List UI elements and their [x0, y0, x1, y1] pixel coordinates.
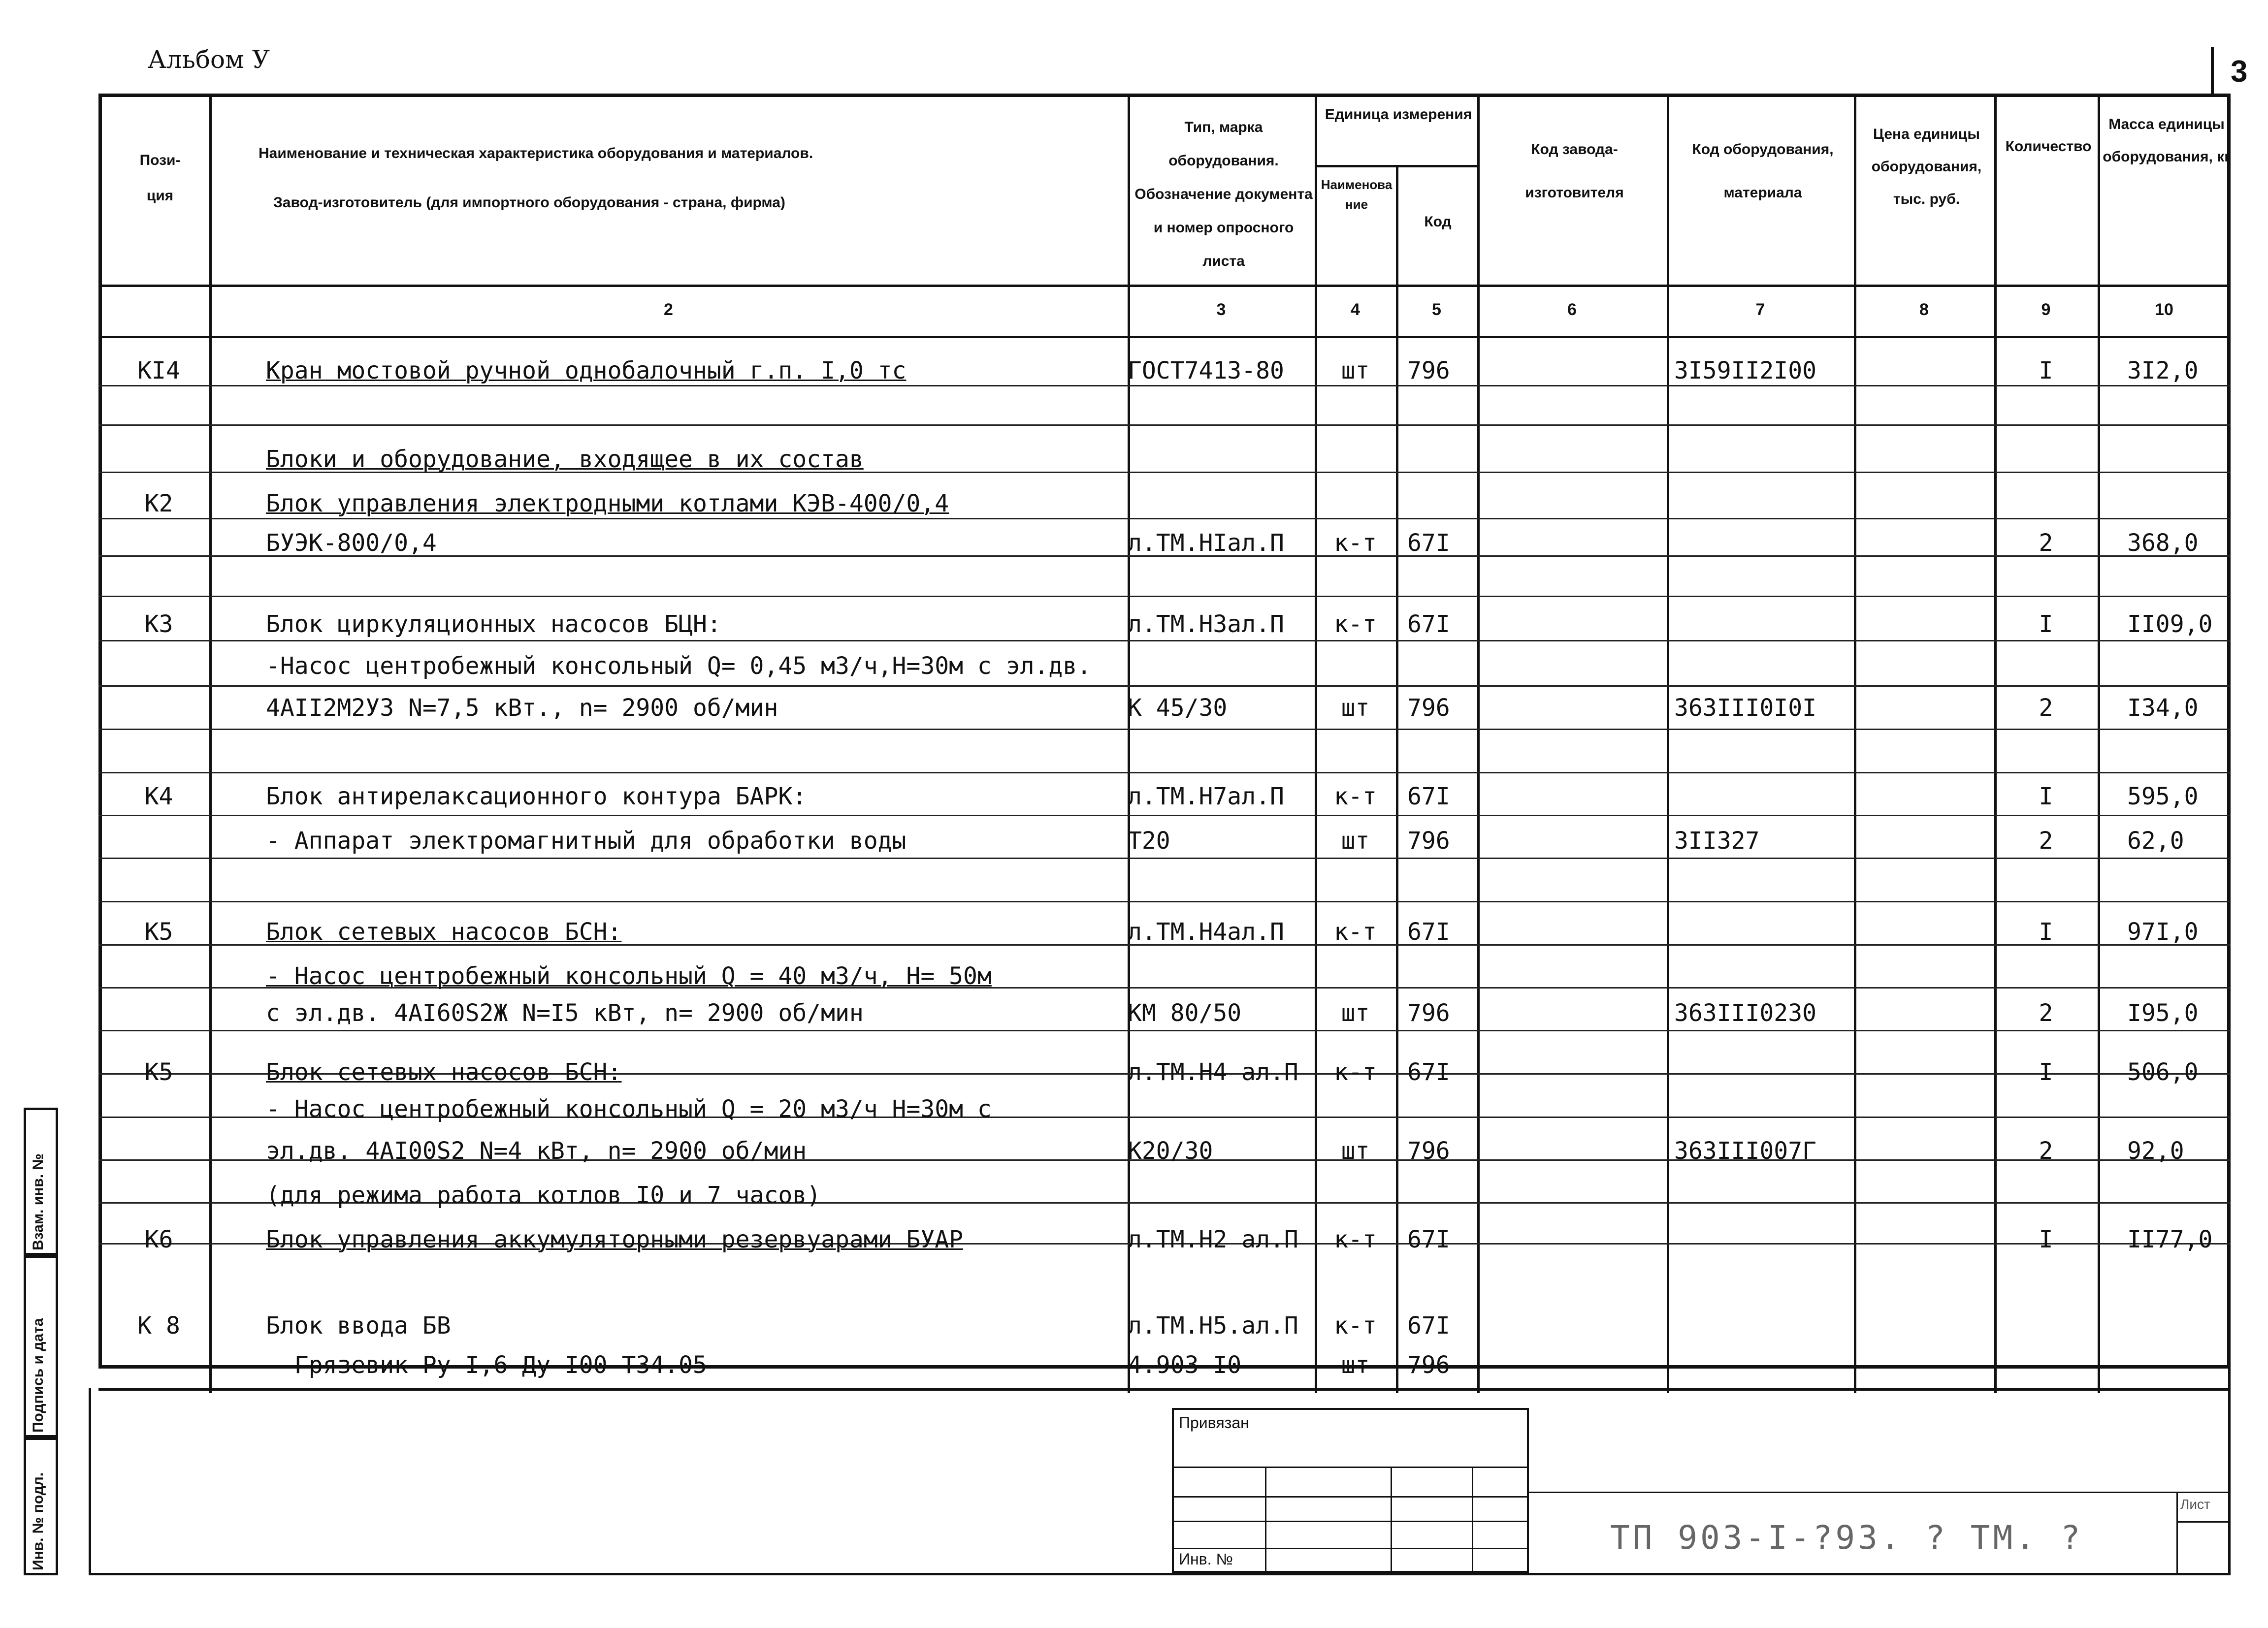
row-cell-unit: шт [1341, 1137, 1370, 1165]
header-price: Цена единицы оборудования, тыс. руб. [1871, 126, 1982, 207]
row-cell-eq-code: 363III007Г [1674, 1137, 1816, 1165]
row-cell-mass: II77,0 [2127, 1226, 2213, 1253]
row-cell-mass: 3I2,0 [2127, 357, 2199, 384]
row-cell-unit: шт [1341, 357, 1370, 384]
header-unit-name: Наименование [1321, 177, 1393, 212]
row-cell-unit: к-т [1334, 783, 1377, 810]
column-number: 5 [1432, 300, 1441, 319]
row-cell-name: Кран мостовой ручной однобалочный г.п. I,0 тс [266, 357, 907, 384]
row-cell-code: 67I [1407, 610, 1450, 638]
row-cell-unit: к-т [1334, 529, 1377, 557]
page-mark [2211, 47, 2214, 94]
row-cell-qty: I [2039, 610, 2053, 638]
row-cell-code: 796 [1407, 827, 1450, 855]
header-name-line2: Завод-изготовитель (для импортного оборудования - страна, фирма) [273, 194, 785, 211]
row-cell-mass: II09,0 [2127, 610, 2213, 638]
row-cell-qty: I [2039, 783, 2053, 810]
album-label: Альбом У [148, 45, 270, 74]
column-number: 4 [1351, 300, 1360, 319]
row-cell-mass: 92,0 [2127, 1137, 2184, 1165]
row-cell-mass: 506,0 [2127, 1058, 2199, 1086]
row-cell-name: - Грязевик Ру I,6 Ду I00 Т34.05 [266, 1351, 707, 1379]
row-cell-qty: I [2039, 918, 2053, 946]
row-cell-type: Т20 [1128, 827, 1170, 855]
row-cell-unit: шт [1341, 827, 1370, 855]
col-divider [1477, 94, 1480, 1393]
row-cell-type: л.ТМ.НIал.П [1128, 529, 1284, 557]
col-divider [1396, 165, 1398, 1393]
row-cell-eq-code: 3I59II2I00 [1674, 357, 1816, 384]
row-cell-code: 796 [1407, 357, 1450, 384]
row-cell-unit: шт [1341, 694, 1370, 722]
row-cell-eq-code: 363III0230 [1674, 999, 1816, 1027]
header-unit-code: Код [1424, 214, 1452, 230]
col-divider [1667, 94, 1669, 1393]
row-cell-name: Блок управления электродными котлами КЭВ-400/0,4 [266, 490, 949, 517]
row-cell-code: 796 [1407, 1351, 1450, 1379]
row-cell-unit: шт [1341, 999, 1370, 1027]
row-cell-type: л.ТМ.Н3ал.П [1128, 610, 1284, 638]
row-cell-code: 67I [1407, 1058, 1450, 1086]
side-box-signature [24, 1255, 58, 1437]
row-cell-qty: I [2039, 1226, 2053, 1253]
header-divider [1315, 165, 1477, 167]
stamp-linked-label: Привязан [1179, 1414, 1249, 1432]
row-cell-pos: К6 [144, 1226, 173, 1253]
row-cell-name: Блок сетевых насосов БСН: [266, 918, 622, 946]
row-cell-type: л.ТМ.Н7ал.П [1128, 783, 1284, 810]
col-divider [1128, 94, 1130, 1393]
header-divider [98, 285, 2231, 287]
row-cell-type: л.ТМ.Н4 ал.П [1128, 1058, 1298, 1086]
row-cell-code: 67I [1407, 918, 1450, 946]
row-cell-code: 796 [1407, 1137, 1450, 1165]
header-name-line1: Наименование и техническая характеристика оборудования и материалов. [259, 145, 813, 161]
header-factory-code: Код завода-изготовителя [1525, 141, 1624, 201]
header-quantity: Количество [2005, 138, 2092, 155]
row-cell-pos: К2 [144, 490, 173, 517]
row-cell-name: БУЭК-800/0,4 [266, 529, 437, 557]
row-cell-mass: I95,0 [2127, 999, 2199, 1027]
sheet-label: Лист [2180, 1497, 2210, 1512]
stamp-linked [1172, 1408, 1529, 1573]
header-divider [98, 336, 2231, 338]
stamp-inv-label: Инв. № [1179, 1550, 1233, 1568]
header-position: Пози- ция [139, 152, 181, 204]
row-cell-qty: I [2039, 357, 2053, 384]
row-cell-qty: 2 [2039, 999, 2053, 1027]
row-cell-code: 67I [1407, 1226, 1450, 1253]
row-cell-name: - Насос центробежный консольный Q = 20 м3/ч Н=30м с [266, 1095, 992, 1123]
row-cell-name: Блок антирелаксационного контура БАРК: [266, 783, 807, 810]
row-cell-qty: I [2039, 1058, 2053, 1086]
header-mass: Масса единицы оборудования, кг [2103, 116, 2231, 165]
row-cell-unit: к-т [1334, 1058, 1377, 1086]
row-cell-name: Блок ввода БВ [266, 1312, 451, 1340]
row-cell-qty: 2 [2039, 1137, 2053, 1165]
row-cell-qty: 2 [2039, 529, 2053, 557]
column-number: 2 [664, 300, 673, 319]
row-cell-type: ГОСТ7413-80 [1128, 357, 1284, 384]
document-code: ТП 903-I-?93. ? ТМ. ? [1610, 1519, 2083, 1557]
row-cell-pos: К 8 [137, 1312, 180, 1340]
row-cell-type: л.ТМ.Н5.ал.П [1128, 1312, 1298, 1340]
column-number: 3 [1216, 300, 1226, 319]
row-cell-type: 4.903-I0 [1128, 1351, 1242, 1379]
row-cell-unit: шт [1341, 1351, 1370, 1379]
header-type: Тип, марка оборудования. Обозначение документа и номер опросного листа [1134, 119, 1313, 269]
header-unit: Единица измерения [1325, 106, 1472, 123]
row-cell-name: - Аппарат электромагнитный для обработки воды [266, 827, 907, 855]
row-cell-qty: 2 [2039, 694, 2053, 722]
row-cell-name: Блок циркуляционных насосов БЦН: [266, 610, 721, 638]
row-cell-unit: к-т [1334, 1226, 1377, 1253]
row-cell-name: с эл.дв. 4АI60S2Ж N=I5 кВт, n= 2900 об/мин [266, 999, 864, 1027]
row-cell-unit: к-т [1334, 610, 1377, 638]
row-cell-name: - Насос центробежный консольный Q = 40 м3/ч, Н= 50м [266, 962, 992, 990]
row-cell-type: К 45/30 [1128, 694, 1228, 722]
header-equipment-code: Код оборудования, материала [1692, 141, 1834, 201]
row-cell-unit: к-т [1334, 918, 1377, 946]
row-cell-name: Блок управления аккумуляторными резервуарами БУАР [266, 1226, 964, 1253]
col-divider [2098, 94, 2100, 1393]
row-cell-name: Блоки и оборудование, входящее в их состав [266, 446, 864, 473]
row-cell-name: -Насос центробежный консольный Q= 0,45 м3/ч,Н=30м с эл.дв. [266, 652, 1092, 680]
row-cell-name: (для режима работа котлов I0 и 7 часов) [266, 1181, 821, 1209]
col-divider [209, 94, 212, 1393]
side-box-replace-inv [24, 1108, 58, 1255]
side-label: Подпись и дата [30, 1318, 46, 1433]
column-number: 6 [1567, 300, 1577, 319]
row-cell-qty: 2 [2039, 827, 2053, 855]
row-cell-name: Блок сетевых насосов БСН: [266, 1058, 622, 1086]
row-cell-eq-code: 363III0I0I [1674, 694, 1816, 722]
row-cell-type: К20/30 [1128, 1137, 1213, 1165]
column-number: 10 [2155, 300, 2173, 319]
row-cell-name: 4АII2М2У3 N=7,5 кВт., n= 2900 об/мин [266, 694, 778, 722]
column-number: 8 [1919, 300, 1929, 319]
col-divider [1994, 94, 1997, 1393]
row-cell-code: 796 [1407, 999, 1450, 1027]
row-cell-pos: КI4 [137, 357, 180, 384]
row-cell-code: 67I [1407, 1312, 1450, 1340]
col-divider [1315, 94, 1317, 1393]
row-cell-type: л.ТМ.Н4ал.П [1128, 918, 1284, 946]
row-cell-unit: к-т [1334, 1312, 1377, 1340]
row-cell-name: эл.дв. 4АI00S2 N=4 кВт, n= 2900 об/мин [266, 1137, 807, 1165]
row-cell-mass: 62,0 [2127, 827, 2184, 855]
row-cell-eq-code: 3II327 [1674, 827, 1760, 855]
row-cell-mass: 368,0 [2127, 529, 2199, 557]
row-cell-pos: К5 [144, 1058, 173, 1086]
row-cell-mass: 595,0 [2127, 783, 2199, 810]
row-cell-type: л.ТМ.Н2 ал.П [1128, 1226, 1298, 1253]
col-divider [1854, 94, 1856, 1393]
column-number: 7 [1755, 300, 1765, 319]
row-cell-code: 67I [1407, 783, 1450, 810]
row-cell-mass: 97I,0 [2127, 918, 2199, 946]
side-label: Взам. инв. № [30, 1153, 46, 1250]
row-cell-pos: К5 [144, 918, 173, 946]
row-cell-code: 796 [1407, 694, 1450, 722]
row-cell-type: КМ 80/50 [1128, 999, 1242, 1027]
row-cell-pos: К4 [144, 783, 173, 810]
row-cell-code: 67I [1407, 529, 1450, 557]
column-number: 9 [2041, 300, 2051, 319]
row-cell-mass: I34,0 [2127, 694, 2199, 722]
side-label: Инв. № подл. [30, 1472, 46, 1570]
page-number: 3 [2231, 55, 2248, 89]
side-box-inv-original [24, 1437, 58, 1575]
row-cell-pos: К3 [144, 610, 173, 638]
